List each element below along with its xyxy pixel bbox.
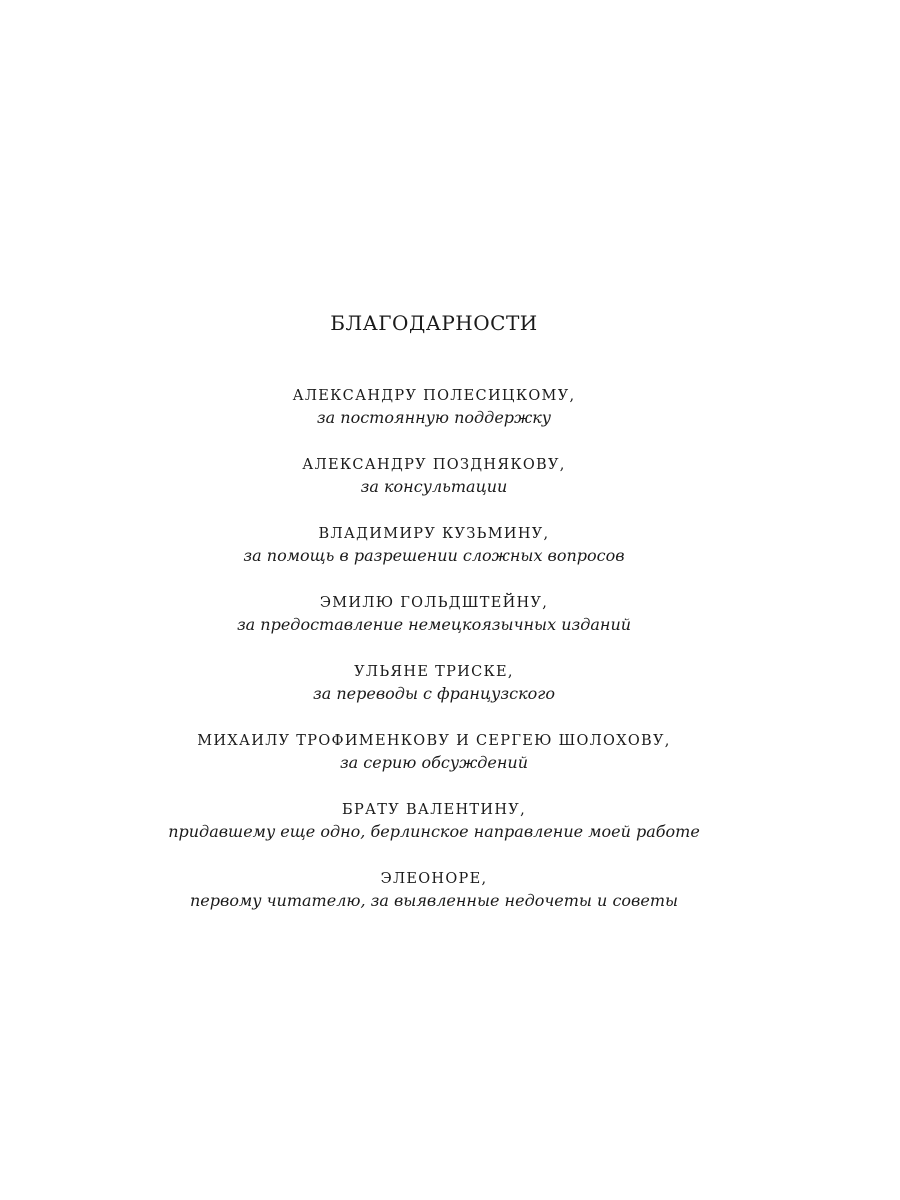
acknowledgement-reason: за серию обсуждений <box>339 753 529 772</box>
acknowledgement-reason: за переводы с французского <box>313 684 555 703</box>
acknowledgements-list <box>0 385 868 937</box>
acknowledgement-reason: первому читателю, за выявленные недочеты и советы <box>189 891 679 910</box>
acknowledgement-entry <box>0 799 868 868</box>
acknowledgement-name: БРАТУ ВАЛЕНТИНУ, <box>342 802 526 818</box>
acknowledgement-reason: за помощь в разрешении сложных вопросов <box>243 546 625 565</box>
acknowledgement-name: ЭЛЕОНОРЕ, <box>380 871 488 887</box>
acknowledgement-name: АЛЕКСАНДРУ ПОЗДНЯКОВУ, <box>302 457 566 473</box>
acknowledgement-name: АЛЕКСАНДРУ ПОЛЕСИЦКОМУ, <box>292 388 576 404</box>
acknowledgement-entry <box>0 868 868 937</box>
acknowledgement-entry <box>0 592 868 661</box>
acknowledgement-name: ВЛАДИМИРУ КУЗЬМИНУ, <box>318 526 550 542</box>
acknowledgement-entry <box>0 661 868 730</box>
acknowledgement-entry <box>0 523 868 592</box>
acknowledgement-name: ЭМИЛЮ ГОЛЬДШТЕЙНУ, <box>319 595 549 611</box>
acknowledgement-reason: за консультации <box>360 477 508 496</box>
page-title: БЛАГОДАРНОСТИ <box>330 311 538 335</box>
acknowledgement-name: МИХАИЛУ ТРОФИМЕНКОВУ И СЕРГЕЮ ШОЛОХОВУ, <box>197 733 671 749</box>
acknowledgement-entry <box>0 454 868 523</box>
acknowledgement-name: УЛЬЯНЕ ТРИСКЕ, <box>354 664 514 680</box>
acknowledgement-reason: за предоставление немецкоязычных изданий <box>236 615 632 634</box>
acknowledgement-reason: придавшему еще одно, берлинское направление моей работе <box>168 822 700 841</box>
acknowledgement-reason: за постоянную поддержку <box>316 408 552 427</box>
acknowledgement-entry <box>0 730 868 799</box>
acknowledgement-entry <box>0 385 868 454</box>
